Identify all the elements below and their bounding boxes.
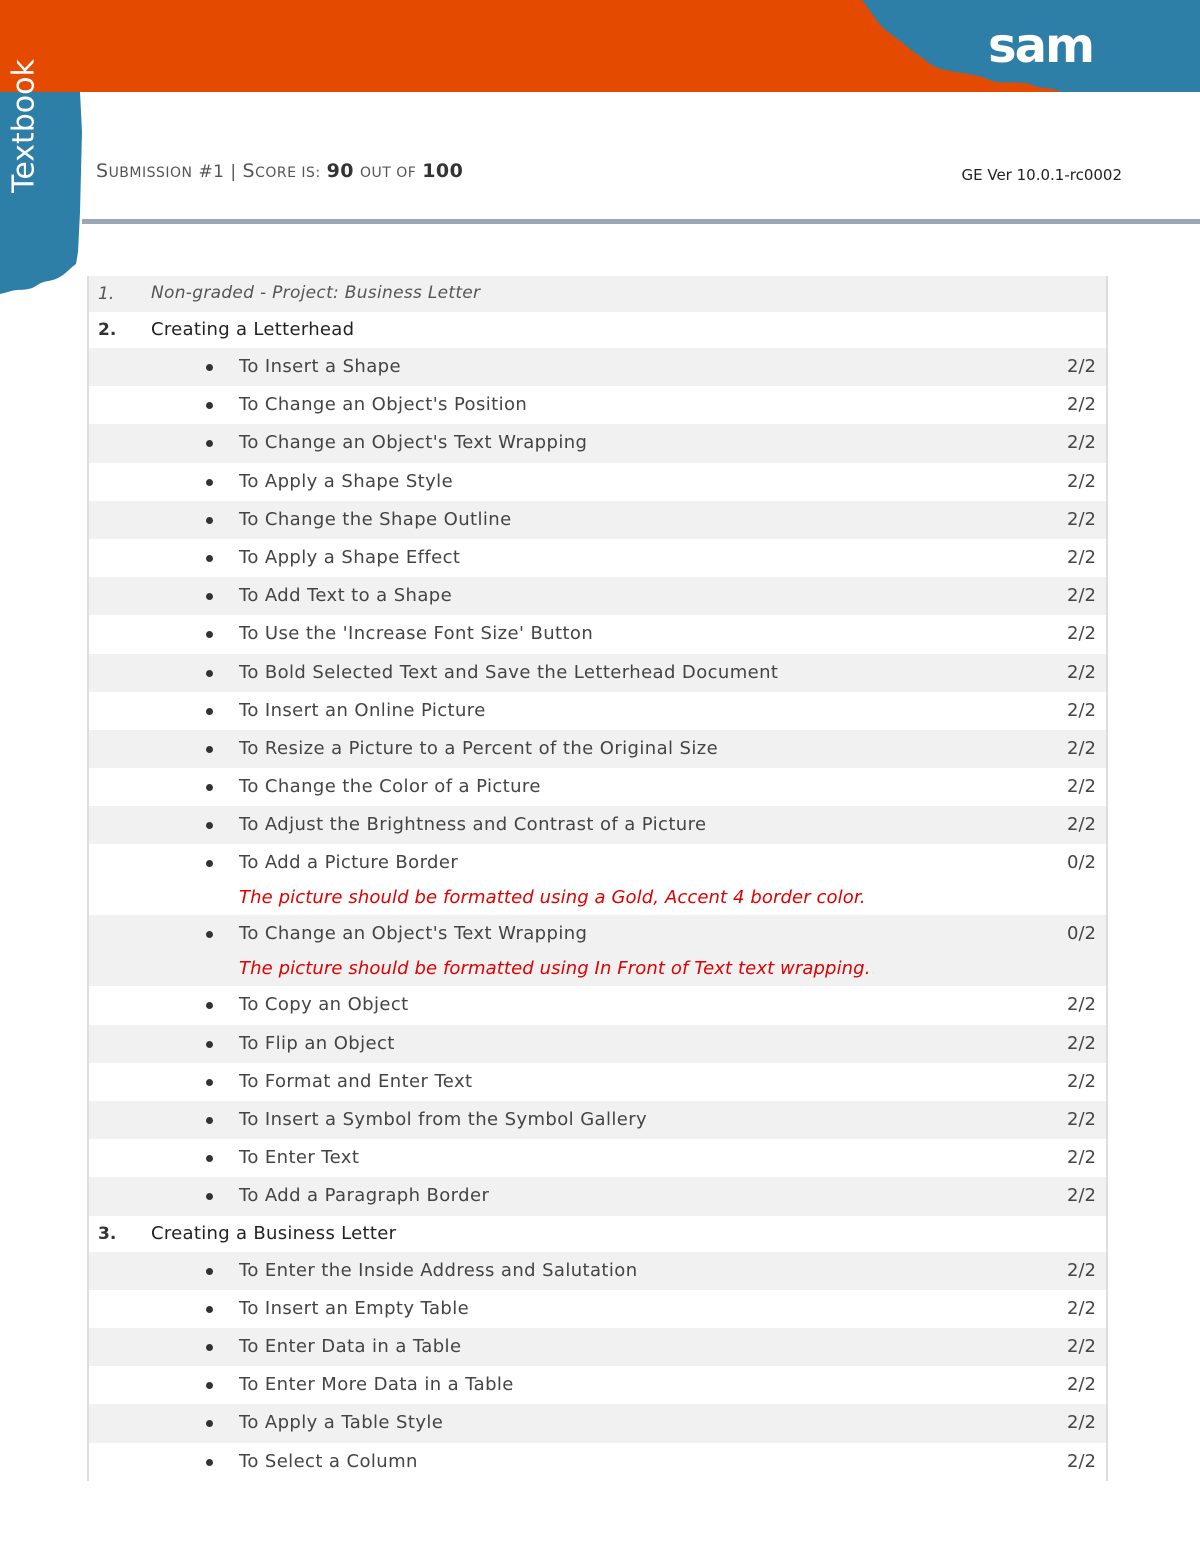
rubric-item-label: To Change an Object's Text Wrapping — [239, 923, 588, 945]
bullet-icon — [206, 670, 213, 677]
bullet-icon — [206, 593, 213, 600]
rubric-item-score: 2/2 — [1067, 470, 1096, 492]
rubric-item-score: 2/2 — [1067, 1297, 1096, 1319]
rubric-item-feedback: The picture should be formatted using a Gold, Accent 4 border color. — [239, 887, 866, 909]
rubric-item-row — [89, 424, 1106, 462]
rubric-item-label: To Insert an Online Picture — [239, 699, 486, 721]
rubric-item-row — [89, 615, 1106, 653]
rubric-item-label: To Add Text to a Shape — [239, 585, 453, 607]
brand-header-bar — [0, 0, 1200, 92]
rubric-item-row — [89, 539, 1106, 577]
rubric-item-label: To Add a Picture Border — [239, 852, 459, 874]
rubric-item-row — [89, 1101, 1106, 1139]
submission-initial: S — [96, 160, 109, 182]
bullet-icon — [206, 1306, 213, 1313]
rubric-item-score: 2/2 — [1067, 994, 1096, 1016]
rubric-item-row — [89, 1139, 1106, 1177]
rubric-item-row — [89, 768, 1106, 806]
rubric-item-row — [89, 1177, 1106, 1215]
rubric-item-row — [89, 1290, 1106, 1328]
bullet-icon — [206, 746, 213, 753]
textbook-tab-label: Textbook — [6, 59, 42, 193]
score-value: 90 — [326, 160, 355, 182]
section-title: Creating a Letterhead — [151, 319, 355, 340]
bullet-icon — [206, 1268, 213, 1275]
rubric-item-label: To Enter the Inside Address and Salutation — [239, 1259, 638, 1281]
score-initial: S — [242, 160, 256, 182]
rubric-item-score: 2/2 — [1067, 432, 1096, 454]
rubric-item-row — [89, 1063, 1106, 1101]
rubric-item-row — [89, 1252, 1106, 1290]
submission-score-line — [96, 160, 463, 182]
section-header-row — [89, 1216, 1106, 1252]
bullet-icon — [206, 1459, 213, 1466]
bullet-icon — [206, 1420, 213, 1427]
rubric-item-row — [89, 806, 1106, 844]
section-title: Creating a Business Letter — [151, 1222, 397, 1244]
rubric-item-score: 2/2 — [1067, 1147, 1096, 1169]
bullet-icon — [206, 479, 213, 486]
rubric-item-label: To Change the Shape Outline — [239, 508, 512, 530]
rubric-item-row — [89, 986, 1106, 1024]
bullet-icon — [206, 555, 213, 562]
bullet-icon — [206, 1117, 213, 1124]
rubric-item-row — [89, 1366, 1106, 1404]
rubric-item-score: 2/2 — [1067, 1185, 1096, 1207]
rubric-item-label: To Apply a Table Style — [239, 1412, 444, 1434]
rubric-item-row — [89, 386, 1106, 424]
rubric-item-row — [89, 844, 1106, 915]
rubric-item-score: 2/2 — [1067, 356, 1096, 377]
rubric-item-row — [89, 1443, 1106, 1481]
rubric-item-score: 2/2 — [1067, 737, 1096, 759]
rubric-item-label: To Use the 'Increase Font Size' Button — [239, 623, 594, 645]
bullet-icon — [206, 1155, 213, 1162]
rubric-item-row — [89, 1025, 1106, 1063]
version-label: GE Ver 10.0.1-rc0002 — [961, 166, 1122, 184]
rubric-item-row — [89, 1328, 1106, 1366]
rubric-item-score: 0/2 — [1067, 923, 1096, 945]
rubric-item-label: To Change an Object's Position — [239, 394, 528, 416]
bullet-icon — [206, 440, 213, 447]
rubric-item-label: To Enter Text — [239, 1147, 360, 1169]
rubric-item-score: 2/2 — [1067, 1374, 1096, 1396]
bullet-icon — [206, 402, 213, 409]
rubric-item-label: To Enter More Data in a Table — [239, 1374, 514, 1396]
bullet-icon — [206, 517, 213, 524]
bullet-icon — [206, 860, 213, 867]
rubric-item-score: 2/2 — [1067, 1259, 1096, 1281]
section-title: Non-graded - Project: Business Letter — [151, 283, 481, 303]
score-total: 100 — [422, 160, 464, 182]
rubric-item-label: To Select a Column — [239, 1450, 418, 1472]
rubric-item-label: To Enter Data in a Table — [239, 1335, 462, 1357]
bullet-icon — [206, 822, 213, 829]
section-number: 3. — [98, 1223, 117, 1244]
score-word: CORE IS: — [255, 165, 321, 181]
rubric-item-score: 2/2 — [1067, 699, 1096, 721]
rubric-item-row — [89, 463, 1106, 501]
rubric-item-label: To Bold Selected Text and Save the Letterhead Document — [239, 661, 779, 683]
rubric-item-label: To Change the Color of a Picture — [239, 776, 541, 798]
rubric-item-score: 2/2 — [1067, 661, 1096, 683]
rubric-item-score: 2/2 — [1067, 776, 1096, 798]
submission-number: #1 — [198, 162, 225, 182]
bullet-icon — [206, 708, 213, 715]
rubric-item-score: 2/2 — [1067, 394, 1096, 416]
rubric-item-score: 2/2 — [1067, 1070, 1096, 1092]
rubric-item-label: To Format and Enter Text — [239, 1070, 473, 1092]
rubric-item-score: 2/2 — [1067, 1109, 1096, 1130]
rubric-item-score: 2/2 — [1067, 814, 1096, 836]
rubric-item-score: 2/2 — [1067, 585, 1096, 607]
rubric-item-row — [89, 501, 1106, 539]
submission-word: UBMISSION — [108, 165, 193, 181]
rubric-item-label: To Add a Paragraph Border — [239, 1185, 490, 1207]
bullet-icon — [206, 1079, 213, 1086]
rubric-item-label: To Apply a Shape Effect — [239, 546, 461, 568]
section-number: 2. — [98, 320, 117, 340]
rubric-item-label: To Copy an Object — [239, 994, 409, 1016]
rubric-item-row — [89, 577, 1106, 615]
rubric-item-label: To Insert a Symbol from the Symbol Gallery — [239, 1109, 648, 1130]
bullet-icon — [206, 364, 213, 371]
rubric-item-score: 0/2 — [1067, 852, 1096, 874]
rubric-item-row — [89, 654, 1106, 692]
rubric-item-row — [89, 915, 1106, 986]
rubric-item-label: To Insert a Shape — [239, 356, 401, 377]
rubric-item-score: 2/2 — [1067, 623, 1096, 645]
rubric-item-label: To Change an Object's Text Wrapping — [239, 432, 588, 454]
sam-logo: sam — [988, 18, 1093, 74]
rubric-item-score: 2/2 — [1067, 1450, 1096, 1472]
rubric-item-score: 2/2 — [1067, 1032, 1096, 1054]
rubric-item-score: 2/2 — [1067, 546, 1096, 568]
rubric-item-label: To Resize a Picture to a Percent of the Original Size — [239, 737, 719, 759]
bullet-icon — [206, 1193, 213, 1200]
rubric-item-feedback: The picture should be formatted using In Front of Text text wrapping. — [239, 958, 871, 980]
textbook-side-tab — [0, 59, 82, 297]
rubric-item-row — [89, 1404, 1106, 1442]
bullet-icon — [206, 931, 213, 938]
rubric-item-score: 2/2 — [1067, 1412, 1096, 1434]
rubric-item-row — [89, 730, 1106, 768]
rubric-item-row — [89, 692, 1106, 730]
rubric-item-row — [89, 348, 1106, 386]
rubric-item-score: 2/2 — [1067, 508, 1096, 530]
rubric-item-label: To Flip an Object — [239, 1032, 395, 1054]
rubric-item-score: 2/2 — [1067, 1335, 1096, 1357]
bullet-icon — [206, 1002, 213, 1009]
header-divider — [82, 219, 1200, 224]
rubric-item-label: To Adjust the Brightness and Contrast of a Picture — [239, 814, 707, 836]
section-header-row — [89, 312, 1106, 348]
bullet-icon — [206, 1041, 213, 1048]
rubric-item-label: To Apply a Shape Style — [239, 470, 454, 492]
section-number: 1. — [98, 284, 115, 304]
grading-report — [87, 276, 1108, 1481]
bullet-icon — [206, 1344, 213, 1351]
bullet-icon — [206, 1382, 213, 1389]
rubric-item-label: To Insert an Empty Table — [239, 1297, 470, 1319]
bullet-icon — [206, 784, 213, 791]
bullet-icon — [206, 631, 213, 638]
header-separator: | — [230, 162, 237, 182]
out-of-word: OUT OF — [359, 165, 417, 181]
section-header-row — [89, 276, 1106, 312]
